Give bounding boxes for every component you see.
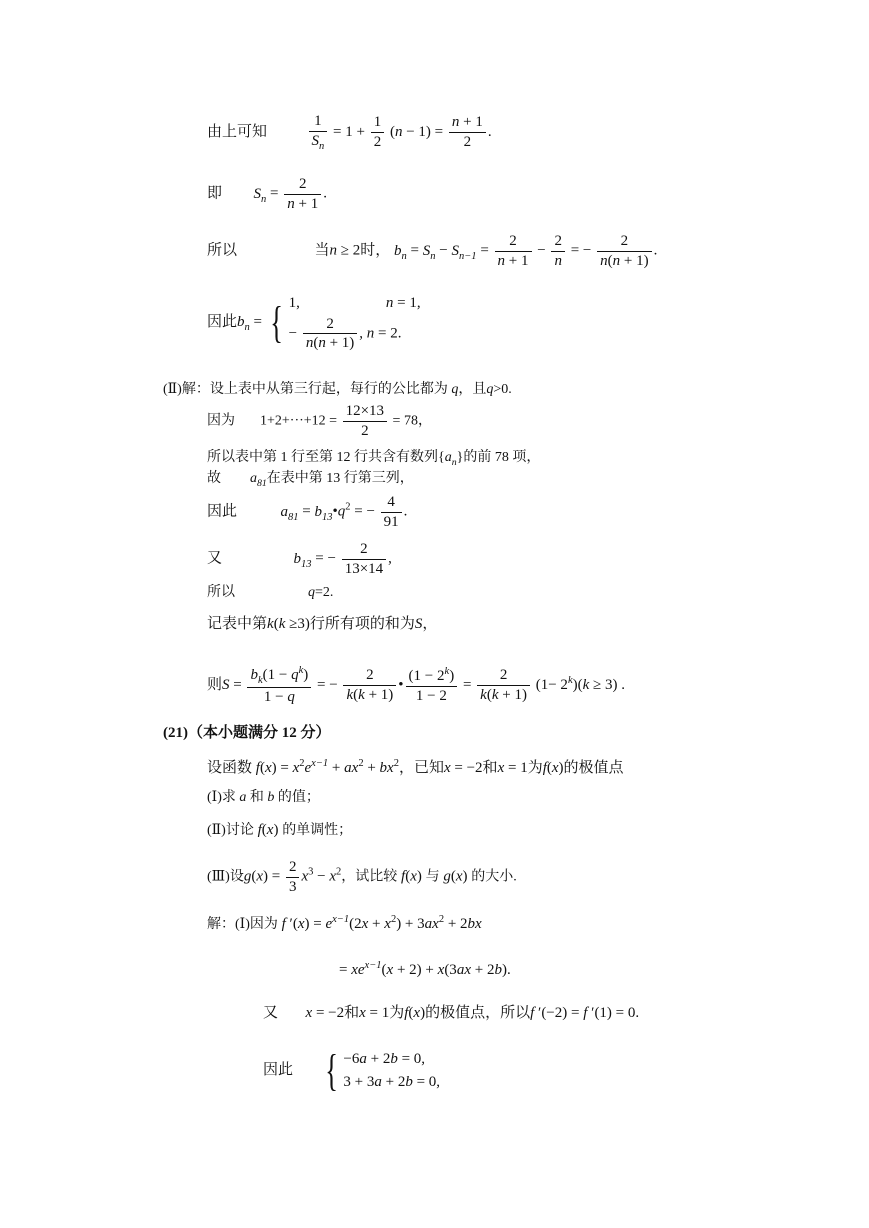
question-statement: 设函数 $f(x) = x^2e^{x-1} + ax^2 + bx^2$，已知x = −2和x = 1为f(x)的极值点 <box>207 758 624 776</box>
label-when: 当 <box>314 242 330 259</box>
part-ii-question: (Ⅱ)讨论 f(x) 的单调性； <box>207 822 353 838</box>
text-record: 记表中第 <box>207 616 268 632</box>
fraction: $\frac{n + 1}{2}$ <box>449 113 486 152</box>
step-line-10: 又 $b_{13}$ = − $\frac{2}{13\times 14}$ , <box>207 541 392 577</box>
fraction: $\frac{2}{3}$ <box>286 858 300 897</box>
label-from-above: 由上可知 <box>207 123 268 140</box>
text-monotonic: 的单调性； <box>282 823 353 838</box>
fraction: $\frac{2}{n + 1}$ <box>284 175 321 214</box>
label-also-2: 又 <box>263 1005 279 1021</box>
fraction: $\frac{4}{91}$ <box>381 493 402 532</box>
text-and: ，且 <box>458 382 487 397</box>
text-with: 与 <box>425 869 440 885</box>
text-known: ，已知 <box>398 760 444 776</box>
solution-line-1: 解：(Ⅰ)因为 f $'(x) = e^{x-1}(2x + x^2) + 3ax^2 + 2bx$ <box>207 914 482 932</box>
fraction: $\frac{1}{2}$ <box>371 113 385 152</box>
step-line-12: 记表中第k(k ≥3)行所有项的和为S， <box>207 616 438 632</box>
label-so: 故 <box>207 471 221 486</box>
fraction: $\frac{(1 - 2^k)}{1 - 2}$ <box>406 665 458 706</box>
label-therefore: 所以 <box>207 242 238 259</box>
step-line-8: 故 $a_{81}$在表中第 13 行第三列， <box>207 471 414 489</box>
step-line-13: 则S = $\frac{b_k(1 - q^k)}{1 - q}$ = − $\frac{2}{k(k + 1)}$ • $\frac{(1 - 2^k)}{1 - 2}$ = $\frac{2}{k(k + 1)}$ $(1- 2^k)(k \ge 3)$ . <box>207 665 626 706</box>
equation-system: −6a + 2b = 0, 3 + 3a + 2b = 0, <box>343 1051 441 1090</box>
label-namely: 即 <box>207 185 223 202</box>
text-rows: 所以表中第 1 行至第 12 行共含有数列 <box>207 450 438 465</box>
step-line-1: 由上可知 $\frac{1}{S_n}$ = 1 + $\frac{1}{2}$ (n − 1) = $\frac{n + 1}{2}$ . <box>207 113 492 152</box>
step-line-9: 因此 $a_{81}$ = $b_{13}•q^2$ = − $\frac{4}{91}$ . <box>207 494 408 530</box>
step-line-7: 所以表中第 1 行至第 12 行共含有数列$\{a_n\}$的前 78 项， <box>207 450 541 468</box>
part-ii-solution: (Ⅱ)解：设上表中从第三行起，每行的公比都为 q，且q>0. <box>163 382 512 397</box>
fraction: $\frac{2}{n + 1}$ <box>495 232 532 271</box>
text-values: 的值； <box>277 790 320 805</box>
label-because: 因为 <box>207 413 235 429</box>
part-i-question: (Ⅰ)求 a 和 b 的值； <box>207 790 320 805</box>
label-hence-2: 因此 <box>207 503 238 520</box>
text-sum: 行所有项的和为 <box>309 616 415 632</box>
step-line-4: 因此$b_n$ = { 1, n = 1, − $\frac{2}{n(n + 1)}$ , n = 2. <box>207 292 421 353</box>
text-position: 在表中第 13 行第三列， <box>266 471 414 486</box>
text-first-78: 的前 78 项， <box>463 450 541 465</box>
label-hence: 因此 <box>207 313 238 330</box>
text-extreme-so: 的极值点，所以 <box>425 1005 531 1021</box>
fraction: $\frac{2}{13\times 14}$ <box>342 540 386 579</box>
text-compare: ，试比较 <box>341 869 398 885</box>
solution-line-4 <box>263 1045 441 1095</box>
fraction: $\frac{2}{n(n + 1)}$ <box>597 232 651 271</box>
fraction: $\frac{2}{k(k + 1)}$ <box>343 666 396 705</box>
label-then: 则 <box>207 676 223 693</box>
label-time: 时， <box>360 242 391 259</box>
text-extreme-points: 的极值点 <box>563 760 624 776</box>
step-line-11: 所以 q=2. <box>207 585 334 600</box>
label-therefore-2: 所以 <box>207 585 235 600</box>
step-line-6: 因为 1+2+···+12 = $\frac{12\times 13}{2}$ = 78， <box>207 403 432 439</box>
fraction: $\frac{1}{S_n}$ <box>309 112 328 153</box>
part-iii-question: (Ⅲ)设g(x) = $\frac{2}{3}$ $x^3 - x^2$，试比较 f(x) 与 g(x) 的大小. <box>207 859 517 895</box>
fraction: $\frac{2}{k(k + 1)}$ <box>477 666 530 705</box>
part-ii-label: (Ⅱ)解：设上表中从第三行起，每行的公比都为 <box>163 382 448 397</box>
solution-line-2: = $xe^{x-1}(x + 2) + x(3ax + 2b)$. <box>339 960 511 978</box>
text-part-i: (Ⅰ)求 <box>207 790 236 805</box>
solution-line-3: 又 x = −2和x = 1为f(x)的极值点，所以f ′(−2) = f ′(1) = 0. <box>263 1005 640 1021</box>
fraction: $\frac{12\times 13}{2}$ <box>343 402 387 441</box>
brace: { <box>269 297 283 347</box>
fraction: $\frac{2}{n}$ <box>551 232 565 271</box>
text-part-ii: (Ⅱ)讨论 <box>207 823 254 838</box>
fraction: $\frac{b_k(1 - q^k)}{1 - q}$ <box>247 664 311 707</box>
brace: { <box>324 1045 338 1095</box>
text-let-function: 设函数 <box>207 760 253 776</box>
text-part-iii: (Ⅲ)设 <box>207 869 244 885</box>
question-21-heading: (21)（本小题满分 12 分） <box>163 725 331 741</box>
label-also: 又 <box>207 550 223 567</box>
label-hence-3: 因此 <box>263 1062 294 1078</box>
piecewise-system: 1, n = 1, − $\frac{2}{n(n + 1)}$ , n = 2. <box>288 295 421 352</box>
step-line-2: 即 $S_n$ = $\frac{2}{n + 1}$ . <box>207 176 327 212</box>
text-solution: 解：(Ⅰ)因为 <box>207 917 278 932</box>
step-line-3: 所以 当n ≥ 2时， $b_n = S_n - S_{n-1}$ = $\frac{2}{n + 1}$ − $\frac{2}{n}$ = − $\frac{2}{n(n + 1)}$ . <box>207 233 658 269</box>
text-size: 的大小. <box>471 869 517 885</box>
text-and-2: 和 <box>249 790 264 805</box>
